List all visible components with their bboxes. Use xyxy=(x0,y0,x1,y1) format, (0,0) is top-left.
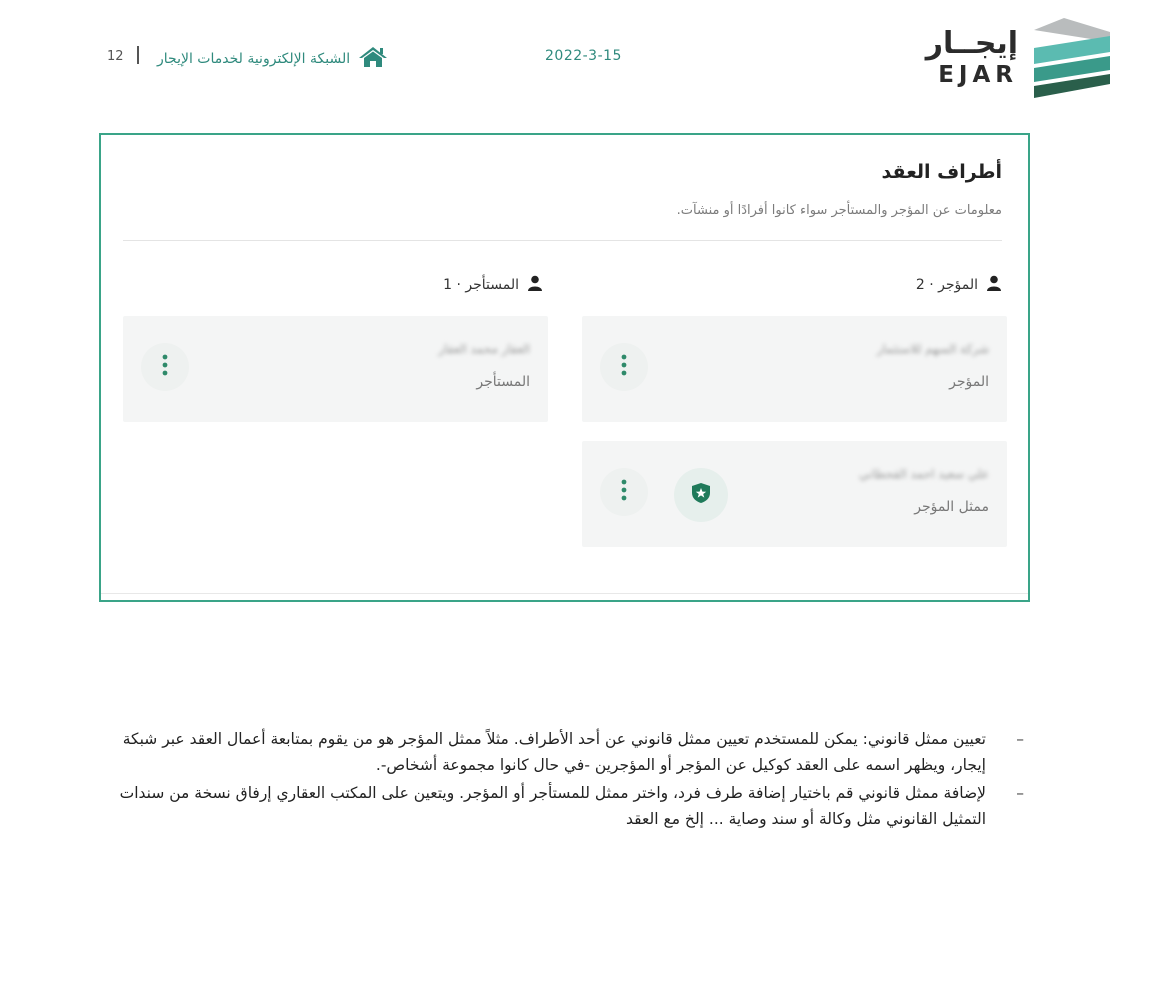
kebab-icon xyxy=(162,354,168,380)
tenant-party-card[interactable] xyxy=(123,316,548,422)
kebab-icon xyxy=(621,354,627,380)
landlord-party-card[interactable] xyxy=(582,316,1007,422)
ejar-logo-text xyxy=(925,26,1018,90)
more-options-button[interactable] xyxy=(141,343,189,391)
contract-parties-card xyxy=(99,133,1030,602)
landlord-header-label: المؤجر · 2 xyxy=(915,277,978,293)
bullet-dash: – xyxy=(1016,730,1024,748)
logo-arabic: إيجــار xyxy=(925,26,1018,61)
user-icon xyxy=(986,275,1002,295)
list-item xyxy=(99,780,1030,832)
list-item-text: تعيين ممثل قانوني: يمكن للمستخدم تعيين ممثل قانوني عن أحد الأطراف. مثلاً ممثل المؤجر هو من يقوم بمتابعة أعمال العقد عبر شبكة إيجار، ويظهر اسمه على العقد كوكيل عن المؤجر أو المؤجرين -في حال كانوا مجموعة أشخاص-. xyxy=(122,730,986,774)
representative-party-card[interactable] xyxy=(582,441,1007,547)
list-item xyxy=(99,726,1030,778)
bullet-dash: – xyxy=(1016,784,1024,802)
document-date: 2022-3-15 xyxy=(545,48,622,64)
representative-name: علي سعيد احمد القحطاني xyxy=(859,467,989,481)
representative-role: ممثل المؤجر xyxy=(914,499,989,515)
home-icon xyxy=(358,46,388,72)
ejar-logo-icon xyxy=(1034,18,1110,104)
tenant-header-label: المستأجر · 1 xyxy=(443,277,519,293)
shield-star-icon xyxy=(691,482,711,508)
landlord-role: المؤجر xyxy=(949,374,989,390)
tenant-column-header xyxy=(443,275,543,295)
list-item-text: لإضافة ممثل قانوني قم باختيار إضافة طرف فرد، واختر ممثل للمستأجر أو المؤجر. ويتعين على المكتب العقاري إرفاق نسخة من سندات التمثيل القانوني مثل وكالة أو سند وصاية ... إلخ مع العقد xyxy=(119,784,986,828)
logo-english: EJAR xyxy=(938,62,1018,88)
kebab-icon xyxy=(621,479,627,505)
card-divider xyxy=(123,240,1002,241)
explanation-list xyxy=(99,726,1030,834)
site-name: الشبكة الإلكترونية لخدمات الإيجار xyxy=(157,51,351,67)
header-separator xyxy=(137,46,139,64)
card-title: أطراف العقد xyxy=(881,161,1002,183)
landlord-name: شركة السهم للاستثمار xyxy=(876,342,989,356)
page-number: 12 xyxy=(107,49,124,64)
more-options-button[interactable] xyxy=(600,468,648,516)
card-bottom-divider xyxy=(101,593,1028,594)
tenant-name: العقار محمد العقار xyxy=(438,342,530,356)
user-icon xyxy=(527,275,543,295)
card-subtitle: معلومات عن المؤجر والمستأجر سواء كانوا أفرادًا أو منشآت. xyxy=(676,203,1002,218)
more-options-button[interactable] xyxy=(600,343,648,391)
tenant-role: المستأجر xyxy=(476,374,530,390)
site-link[interactable] xyxy=(157,46,388,72)
landlord-column-header xyxy=(916,275,1002,295)
representative-badge xyxy=(674,468,728,522)
